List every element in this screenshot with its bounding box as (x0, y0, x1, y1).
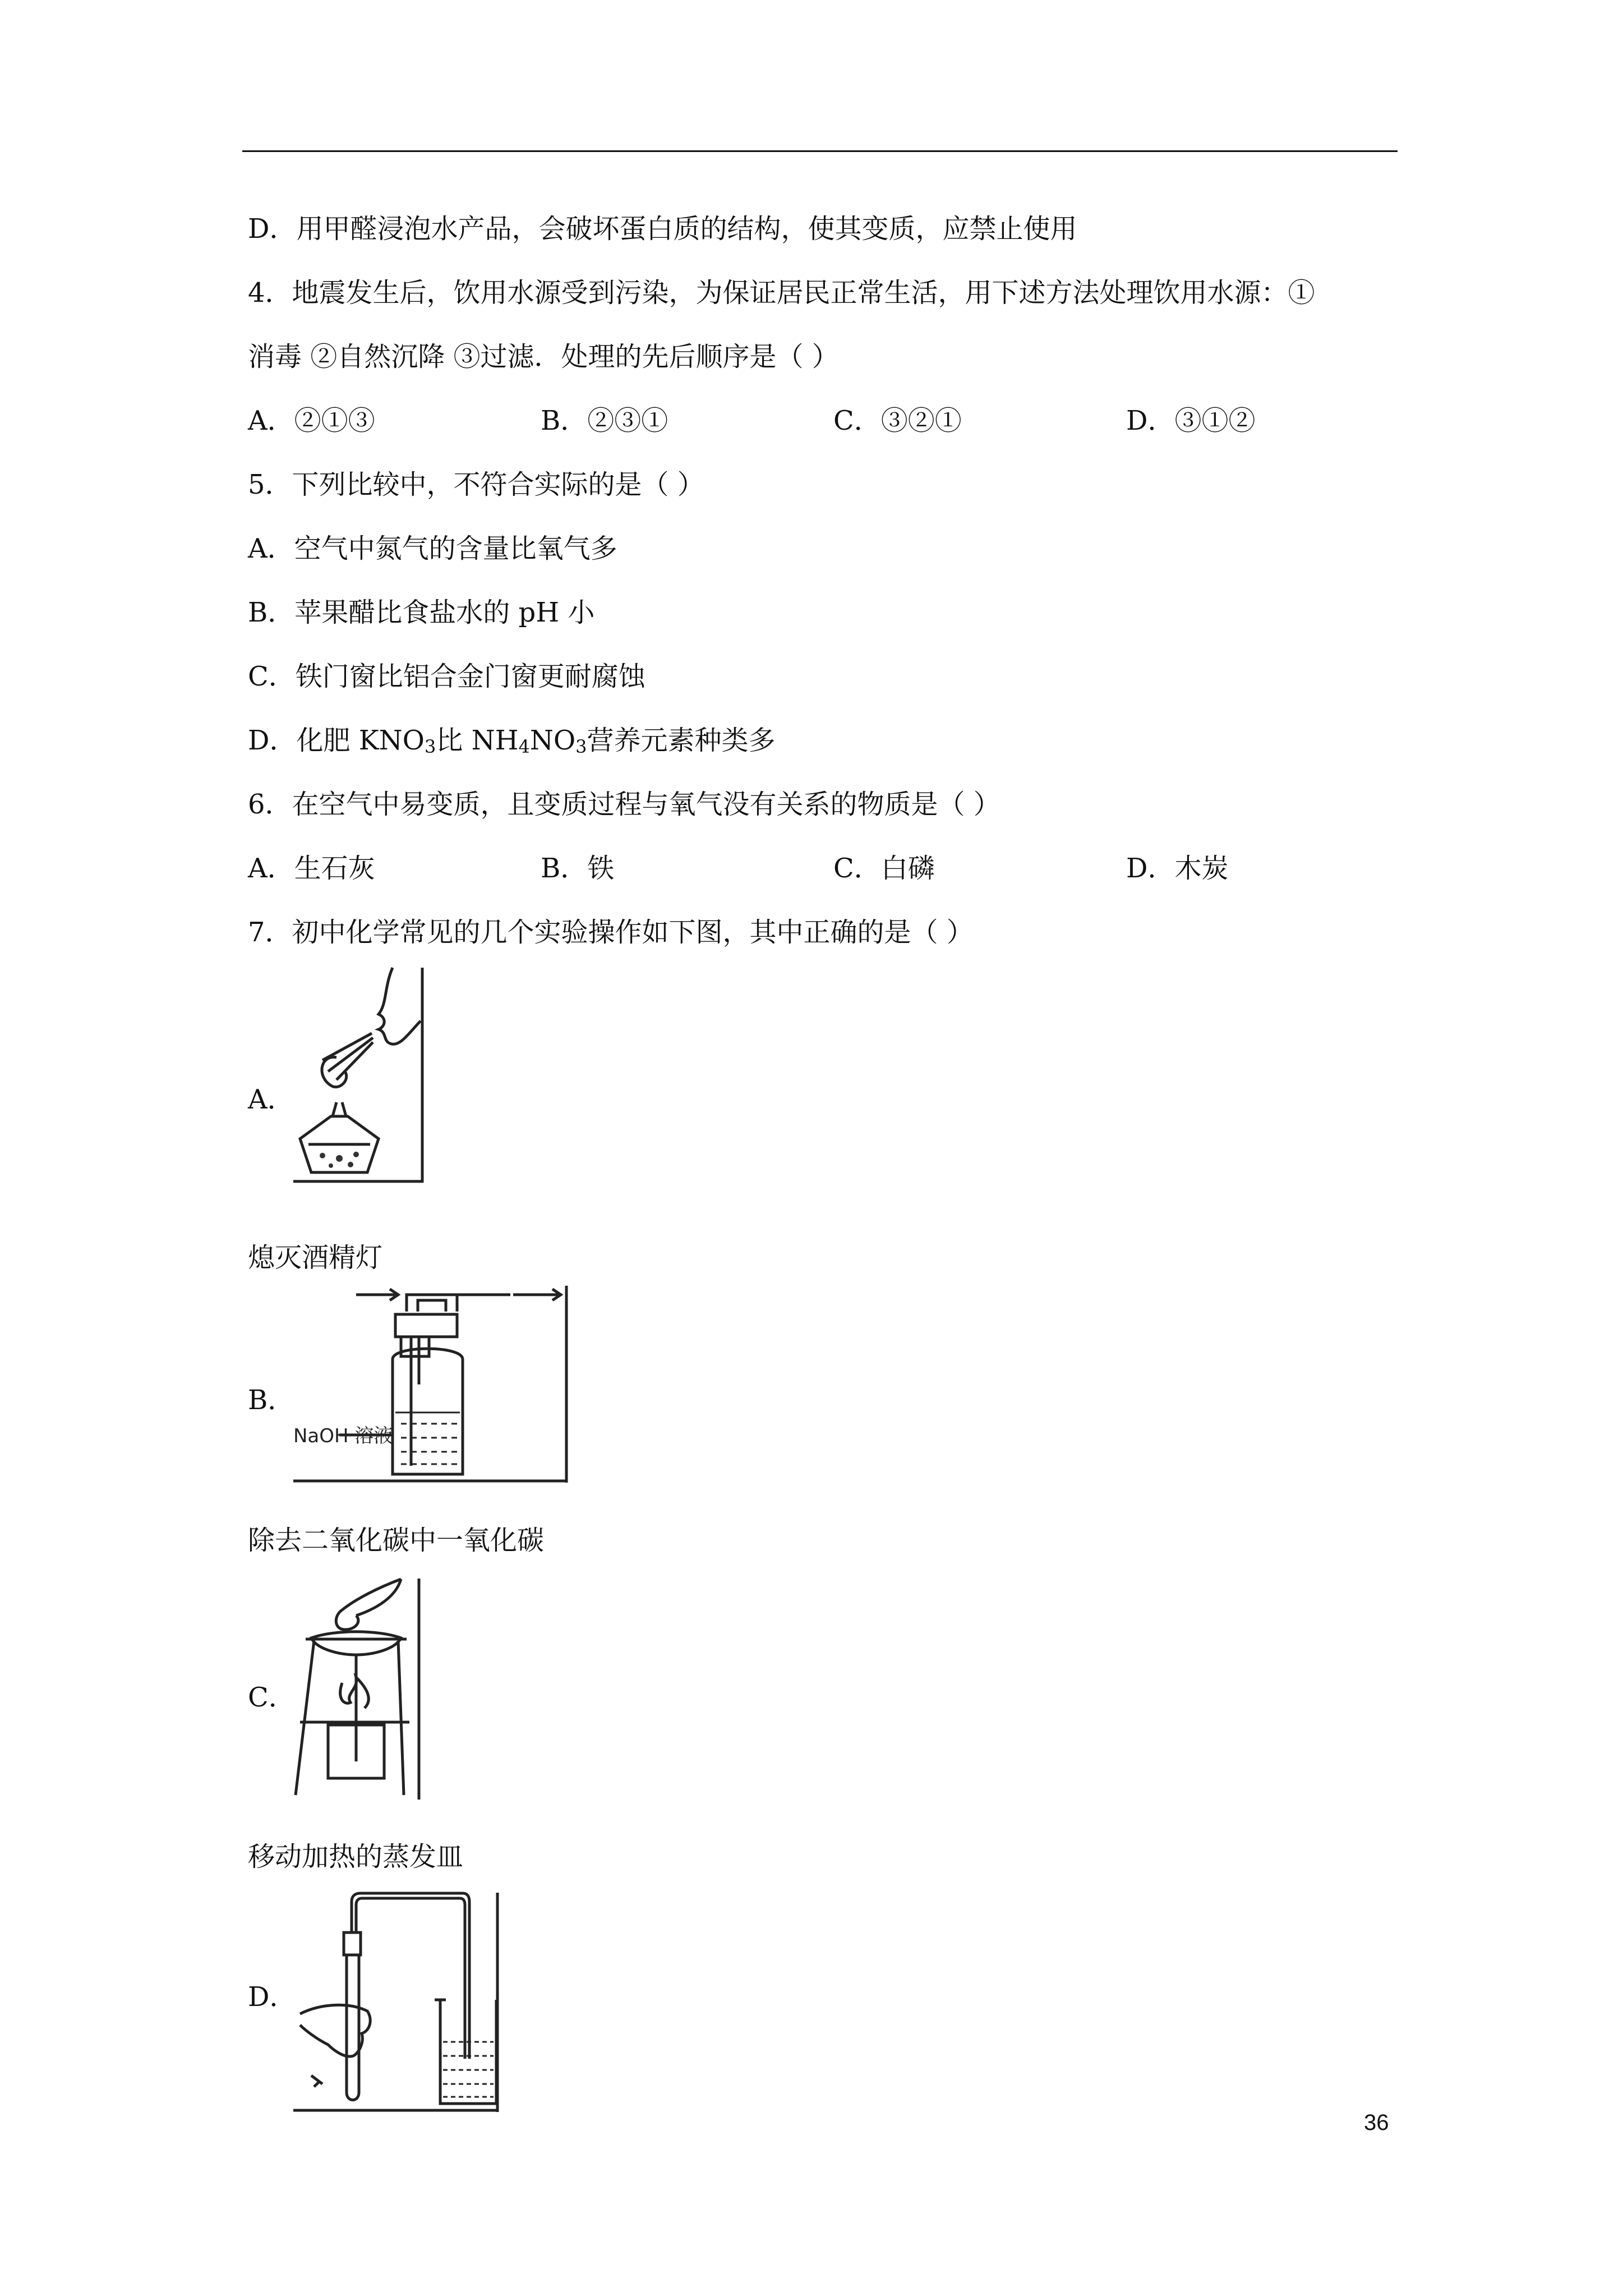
q7-label-b: B． (248, 1384, 295, 1416)
q6-option-a: A．生石灰 (248, 853, 375, 884)
q4-option-a: A．②①③ (248, 405, 375, 436)
figure-evaporating-dish (289, 1576, 423, 1801)
q7-label-a: A． (248, 1084, 294, 1115)
q4-option-d: D．③①② (1126, 405, 1256, 436)
page-number: 36 (1364, 2110, 1389, 2135)
q7-caption-c: 移动加热的蒸发皿 (248, 1841, 464, 1872)
q7-label-c: C． (248, 1682, 296, 1713)
q7-label-d: D． (248, 1981, 297, 2013)
header-rule (242, 150, 1398, 152)
figure-extinguish-lamp (289, 965, 426, 1184)
q5-option-b: B．苹果醋比食盐水的 pH 小 (248, 597, 595, 628)
q7-stem: 7．初中化学常见的几个实验操作如下图，其中正确的是（ ） (248, 917, 974, 948)
q3-option-d: D．用甲醛浸泡水产品，会破坏蛋白质的结构，使其变质，应禁止使用 (248, 213, 1077, 245)
q5-option-d: D．化肥 $KNO_3$比 $NH_4NO_3$营养元素种类多 (248, 725, 776, 757)
q6-option-b: B．铁 (541, 853, 615, 884)
q5-stem: 5．下列比较中，不符合实际的是（ ） (248, 469, 704, 500)
q4-option-c: C．③②① (833, 405, 962, 436)
q4-stem-line1: 4．地震发生后，饮用水源受到污染，为保证居民正常生活，用下述方法处理饮用水源：① (248, 277, 1315, 309)
q6-option-d: D．木炭 (1126, 853, 1229, 884)
q6-option-c: C．白磷 (833, 853, 935, 884)
q4-stem-line2: 消毒 ②自然沉降 ③过滤．处理的先后顺序是（ ） (248, 341, 839, 372)
q5-option-a: A．空气中氮气的含量比氧气多 (248, 533, 617, 564)
q7-caption-b: 除去二氧化碳中一氧化碳 (248, 1525, 545, 1556)
figure-gas-washing-bottle (289, 1283, 569, 1485)
naoh-solution-label: NaOH 溶液 (293, 1425, 393, 1447)
figure-airtightness-check (289, 1890, 502, 2115)
q7-caption-a: 熄灭酒精灯 (248, 1242, 383, 1273)
q4-option-b: B．②③① (541, 405, 668, 436)
q5-option-c: C．铁门窗比铝合金门窗更耐腐蚀 (248, 661, 645, 692)
q6-stem: 6．在空气中易变质，且变质过程与氧气没有关系的物质是（ ） (248, 789, 1000, 820)
